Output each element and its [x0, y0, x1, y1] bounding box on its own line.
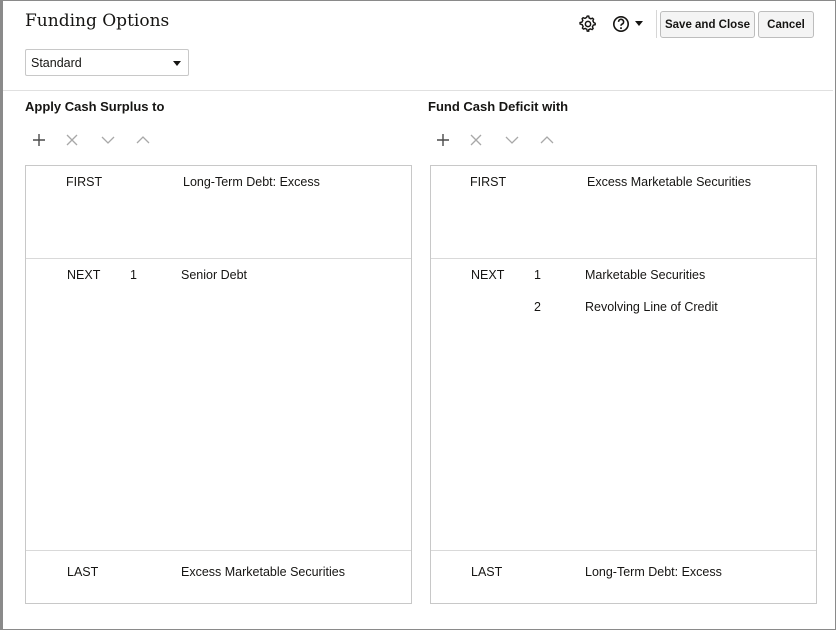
surplus-next-item[interactable]: Senior Debt	[181, 268, 248, 282]
deficit-next-num-1: 1	[534, 268, 541, 282]
deficit-panel	[430, 165, 817, 604]
deficit-last-label: LAST	[471, 565, 503, 579]
surplus-first-item[interactable]: Long-Term Debt: Excess	[183, 175, 320, 189]
gear-icon[interactable]	[578, 14, 598, 34]
surplus-last-label: LAST	[67, 565, 99, 579]
surplus-next-label: NEXT	[67, 268, 101, 282]
deficit-section-title: Fund Cash Deficit with	[428, 99, 569, 114]
deficit-first-item[interactable]: Excess Marketable Securities	[587, 175, 751, 189]
deficit-next-label: NEXT	[471, 268, 505, 282]
add-icon[interactable]	[433, 130, 453, 150]
surplus-first-label: FIRST	[66, 175, 103, 189]
deficit-next-item-1[interactable]: Marketable Securities	[585, 268, 706, 282]
delete-icon[interactable]	[62, 130, 82, 150]
chevron-down-icon	[173, 61, 181, 66]
save-and-close-button[interactable]: Save and Close	[660, 11, 755, 38]
cancel-button[interactable]: Cancel	[758, 11, 814, 38]
move-down-icon[interactable]	[98, 130, 118, 150]
row-divider	[431, 258, 816, 259]
row-divider	[431, 550, 816, 551]
delete-icon[interactable]	[466, 130, 486, 150]
deficit-last-item[interactable]: Long-Term Debt: Excess	[585, 565, 722, 579]
deficit-next-num-2: 2	[534, 300, 541, 314]
surplus-section-title: Apply Cash Surplus to	[25, 99, 165, 114]
deficit-next-item-2[interactable]: Revolving Line of Credit	[585, 300, 718, 314]
move-up-icon[interactable]	[537, 130, 557, 150]
row-divider	[26, 258, 411, 259]
help-icon[interactable]	[611, 14, 631, 34]
page-title: Funding Options	[25, 11, 170, 31]
chevron-down-icon[interactable]	[633, 18, 645, 30]
add-icon[interactable]	[29, 130, 49, 150]
row-divider	[26, 550, 411, 551]
scenario-select-value: Standard	[31, 55, 82, 70]
move-up-icon[interactable]	[133, 130, 153, 150]
deficit-first-label: FIRST	[470, 175, 507, 189]
scenario-select[interactable]	[25, 49, 189, 76]
surplus-last-item[interactable]: Excess Marketable Securities	[181, 565, 345, 579]
move-down-icon[interactable]	[502, 130, 522, 150]
header-divider	[656, 10, 657, 38]
surplus-panel	[25, 165, 412, 604]
surplus-next-num: 1	[130, 268, 137, 282]
header-divider-line	[3, 90, 833, 91]
